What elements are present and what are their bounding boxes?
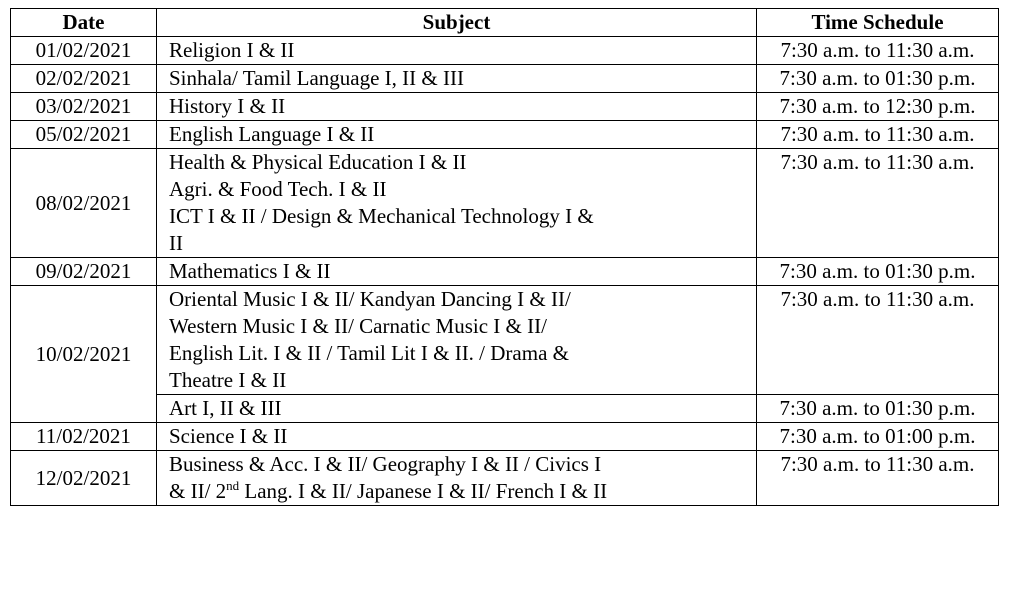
table-row <box>11 121 999 149</box>
table-row <box>11 149 999 258</box>
date-cell: 02/02/2021 <box>11 65 157 93</box>
subject-cell <box>157 37 757 65</box>
date-cell: 09/02/2021 <box>11 258 157 286</box>
subject-line: Art I, II & III <box>169 396 282 420</box>
subject-cell <box>157 121 757 149</box>
subject-line: English Language I & II <box>169 122 375 146</box>
subject-line: Western Music I & II/ Carnatic Music I & II/ <box>169 314 547 338</box>
time-cell: 7:30 a.m. to 11:30 a.m. <box>757 121 999 149</box>
subject-text: & II/ 2 <box>169 479 227 503</box>
time-cell: 7:30 a.m. to 11:30 a.m. <box>757 286 999 395</box>
time-cell: 7:30 a.m. to 12:30 p.m. <box>757 93 999 121</box>
time-cell: 7:30 a.m. to 01:30 p.m. <box>757 395 999 423</box>
subject-cell <box>157 423 757 451</box>
table-row <box>11 65 999 93</box>
subject-cell <box>157 149 757 258</box>
subject-line: Mathematics I & II <box>169 259 331 283</box>
subject-line: Religion I & II <box>169 38 295 62</box>
subject-line: History I & II <box>169 94 286 118</box>
subject-line <box>169 478 750 505</box>
date-cell: 05/02/2021 <box>11 121 157 149</box>
subject-cell <box>157 395 757 423</box>
subject-cell <box>157 451 757 506</box>
subject-line: II <box>169 231 183 255</box>
subject-line: Theatre I & II <box>169 368 287 392</box>
time-cell: 7:30 a.m. to 11:30 a.m. <box>757 149 999 258</box>
subject-line: ICT I & II / Design & Mechanical Technology I & <box>169 204 594 228</box>
subject-line: English Lit. I & II / Tamil Lit I & II. / Drama & <box>169 341 569 365</box>
subject-cell <box>157 93 757 121</box>
subject-cell <box>157 286 757 395</box>
header-time-schedule: Time Schedule <box>757 9 999 37</box>
table-row <box>11 451 999 506</box>
table-row <box>11 395 999 423</box>
subject-line: Health & Physical Education I & II <box>169 150 467 174</box>
table-row <box>11 258 999 286</box>
date-cell: 08/02/2021 <box>11 149 157 258</box>
subject-cell <box>157 65 757 93</box>
date-cell: 12/02/2021 <box>11 451 157 506</box>
ordinal-superscript: nd <box>226 478 240 493</box>
time-cell: 7:30 a.m. to 11:30 a.m. <box>757 37 999 65</box>
time-cell: 7:30 a.m. to 01:30 p.m. <box>757 258 999 286</box>
date-cell: 01/02/2021 <box>11 37 157 65</box>
subject-line: Oriental Music I & II/ Kandyan Dancing I & II/ <box>169 287 571 311</box>
header-date: Date <box>11 9 157 37</box>
time-cell: 7:30 a.m. to 11:30 a.m. <box>757 451 999 506</box>
subject-line: Business & Acc. I & II/ Geography I & II / Civics I <box>169 452 602 476</box>
time-cell: 7:30 a.m. to 01:00 p.m. <box>757 423 999 451</box>
table-row <box>11 37 999 65</box>
subject-line: Agri. & Food Tech. I & II <box>169 177 387 201</box>
exam-timetable <box>10 8 999 506</box>
header-row <box>11 9 999 37</box>
table-row <box>11 93 999 121</box>
subject-text: Lang. I & II/ Japanese I & II/ French I & II <box>239 479 608 503</box>
table-row <box>11 286 999 395</box>
date-cell: 03/02/2021 <box>11 93 157 121</box>
date-cell: 10/02/2021 <box>11 286 157 423</box>
time-cell: 7:30 a.m. to 01:30 p.m. <box>757 65 999 93</box>
subject-line: Sinhala/ Tamil Language I, II & III <box>169 66 464 90</box>
subject-cell <box>157 258 757 286</box>
table-row <box>11 423 999 451</box>
subject-line: Science I & II <box>169 424 288 448</box>
date-cell: 11/02/2021 <box>11 423 157 451</box>
header-subject: Subject <box>157 9 757 37</box>
exam-timetable-container <box>10 8 999 506</box>
